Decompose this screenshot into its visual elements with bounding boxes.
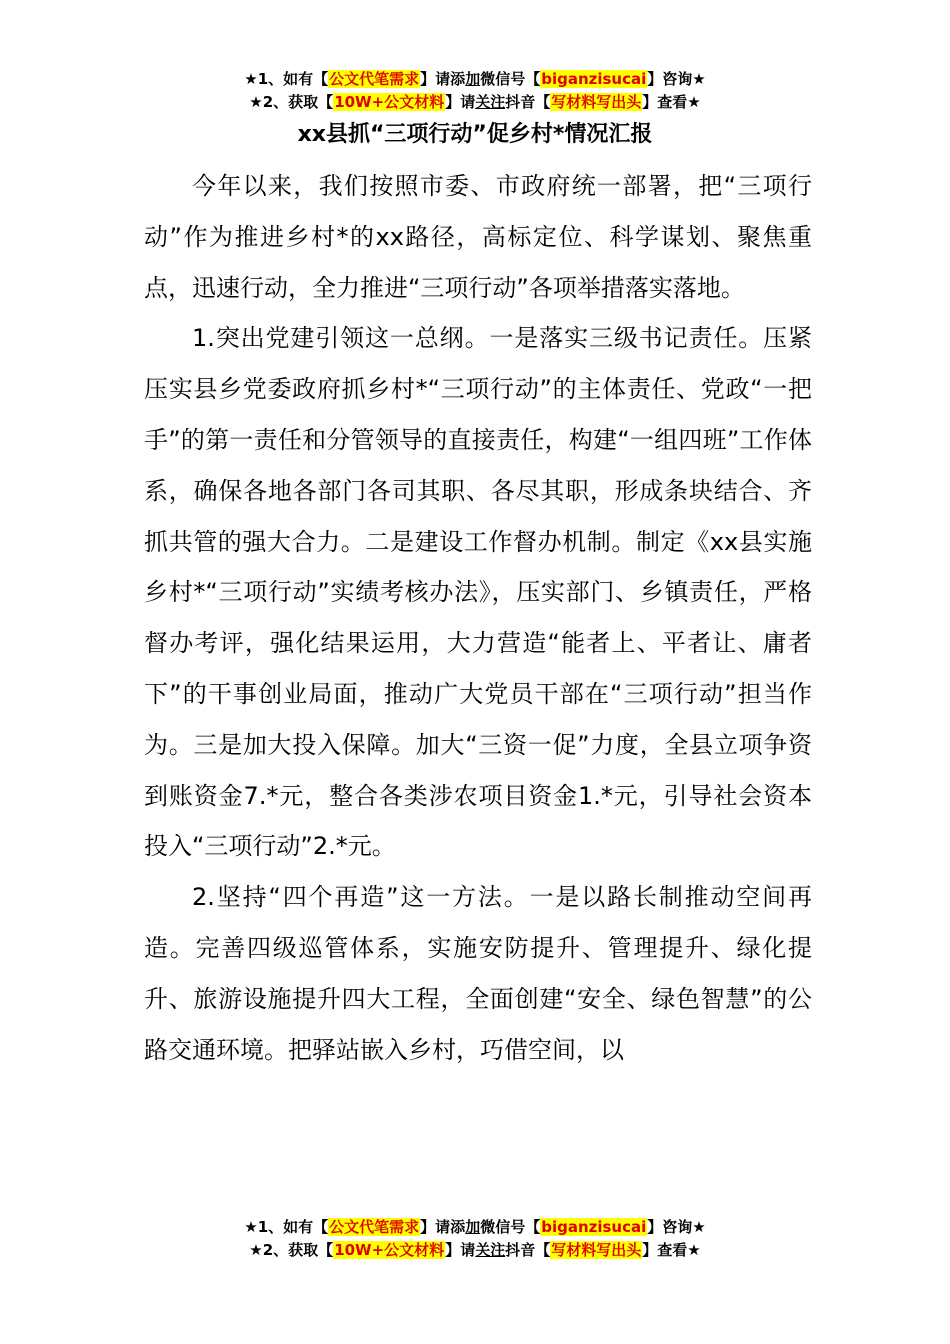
promo-line-1 [0, 68, 950, 91]
promo-text: 】请添 [420, 70, 466, 88]
promo-text: 】咨询★ [647, 1218, 706, 1236]
promo-text: 】请 [445, 1241, 476, 1259]
footer-promo-banner [0, 1216, 950, 1262]
promo-text: 】请添 [420, 1218, 466, 1236]
paragraph-section-1: 1.突出党建引领这一总纲。一是落实三级书记责任。压紧压实县乡党委政府抓乡村*“三项行动”的主体责任、党政“一把手”的第一责任和分管领导的直接责任，构建“一组四班”工作体系，确保各地各部门各司其职、各尽其职，形成条块结合、齐抓共管的强大合力。二是建设工作督办机制。制定《xx县实施乡村*“三项行动”实绩考核办法》，压实部门、乡镇责任，严格督办考评，强化结果运用，大力营造“能者上、平者让、庸者下”的干事创业局面，推动广大党员干部在“三项行动”担当作为。三是加大投入保障。加大“三资一促”力度，全县立项争资到账资金7.*元，整合各类涉农项目资金1.*元，引导社会资本投入“三项行动”2.*元。 [144, 324, 812, 861]
douyin-account-highlight: 写材料写出头 [551, 1241, 642, 1259]
promo-text: ★1、如有【 [244, 70, 329, 88]
promo-underline-text: 关注 [475, 93, 506, 111]
promo-underline-text: 加 [465, 1218, 481, 1236]
document-body [144, 161, 812, 1075]
promo-text: ★2、获取【 [249, 1241, 334, 1259]
promo-text: 抖音【 [505, 93, 551, 111]
promo-text: ★2、获取【 [249, 93, 334, 111]
promo-text: 】查看★ [642, 1241, 701, 1259]
header-promo-banner [0, 68, 950, 114]
wechat-id-highlight: biganzisucai [541, 70, 647, 88]
promo-line-2 [0, 1239, 950, 1262]
paragraph-intro: 今年以来，我们按照市委、市政府统一部署，把“三项行动”作为推进乡村*的xx路径，高标定位、科学谋划、聚焦重点，迅速行动，全力推进“三项行动”各项举措落实落地。 [144, 172, 812, 302]
promo-line-2 [0, 91, 950, 114]
promo-text: 】咨询★ [647, 70, 706, 88]
promo-highlight: 公文代笔需求 [329, 1218, 420, 1236]
promo-text: 抖音【 [505, 1241, 551, 1259]
douyin-account-highlight: 写材料写出头 [551, 93, 642, 111]
promo-highlight: 10W+公文材料 [334, 93, 445, 111]
promo-text: 】请 [445, 93, 476, 111]
paragraph-section-2: 2.坚持“四个再造”这一方法。一是以路长制推动空间再造。完善四级巡管体系，实施安防提升、管理提升、绿化提升、旅游设施提升四大工程，全面创建“安全、绿色智慧”的公路交通环境。把驿站嵌入乡村，巧借空间，以 [144, 883, 812, 1064]
promo-text: 】查看★ [642, 93, 701, 111]
wechat-id-highlight: biganzisucai [541, 1218, 647, 1236]
document-title: xx县抓“三项行动”促乡村*情况汇报 [297, 122, 653, 147]
promo-highlight: 10W+公文材料 [334, 1241, 445, 1259]
promo-highlight: 公文代笔需求 [329, 70, 420, 88]
promo-underline-text: 关注 [475, 1241, 506, 1259]
promo-line-1 [0, 1216, 950, 1239]
promo-underline-text: 加 [465, 70, 481, 88]
promo-text: 微信号【 [480, 70, 541, 88]
promo-text: 微信号【 [480, 1218, 541, 1236]
promo-text: ★1、如有【 [244, 1218, 329, 1236]
